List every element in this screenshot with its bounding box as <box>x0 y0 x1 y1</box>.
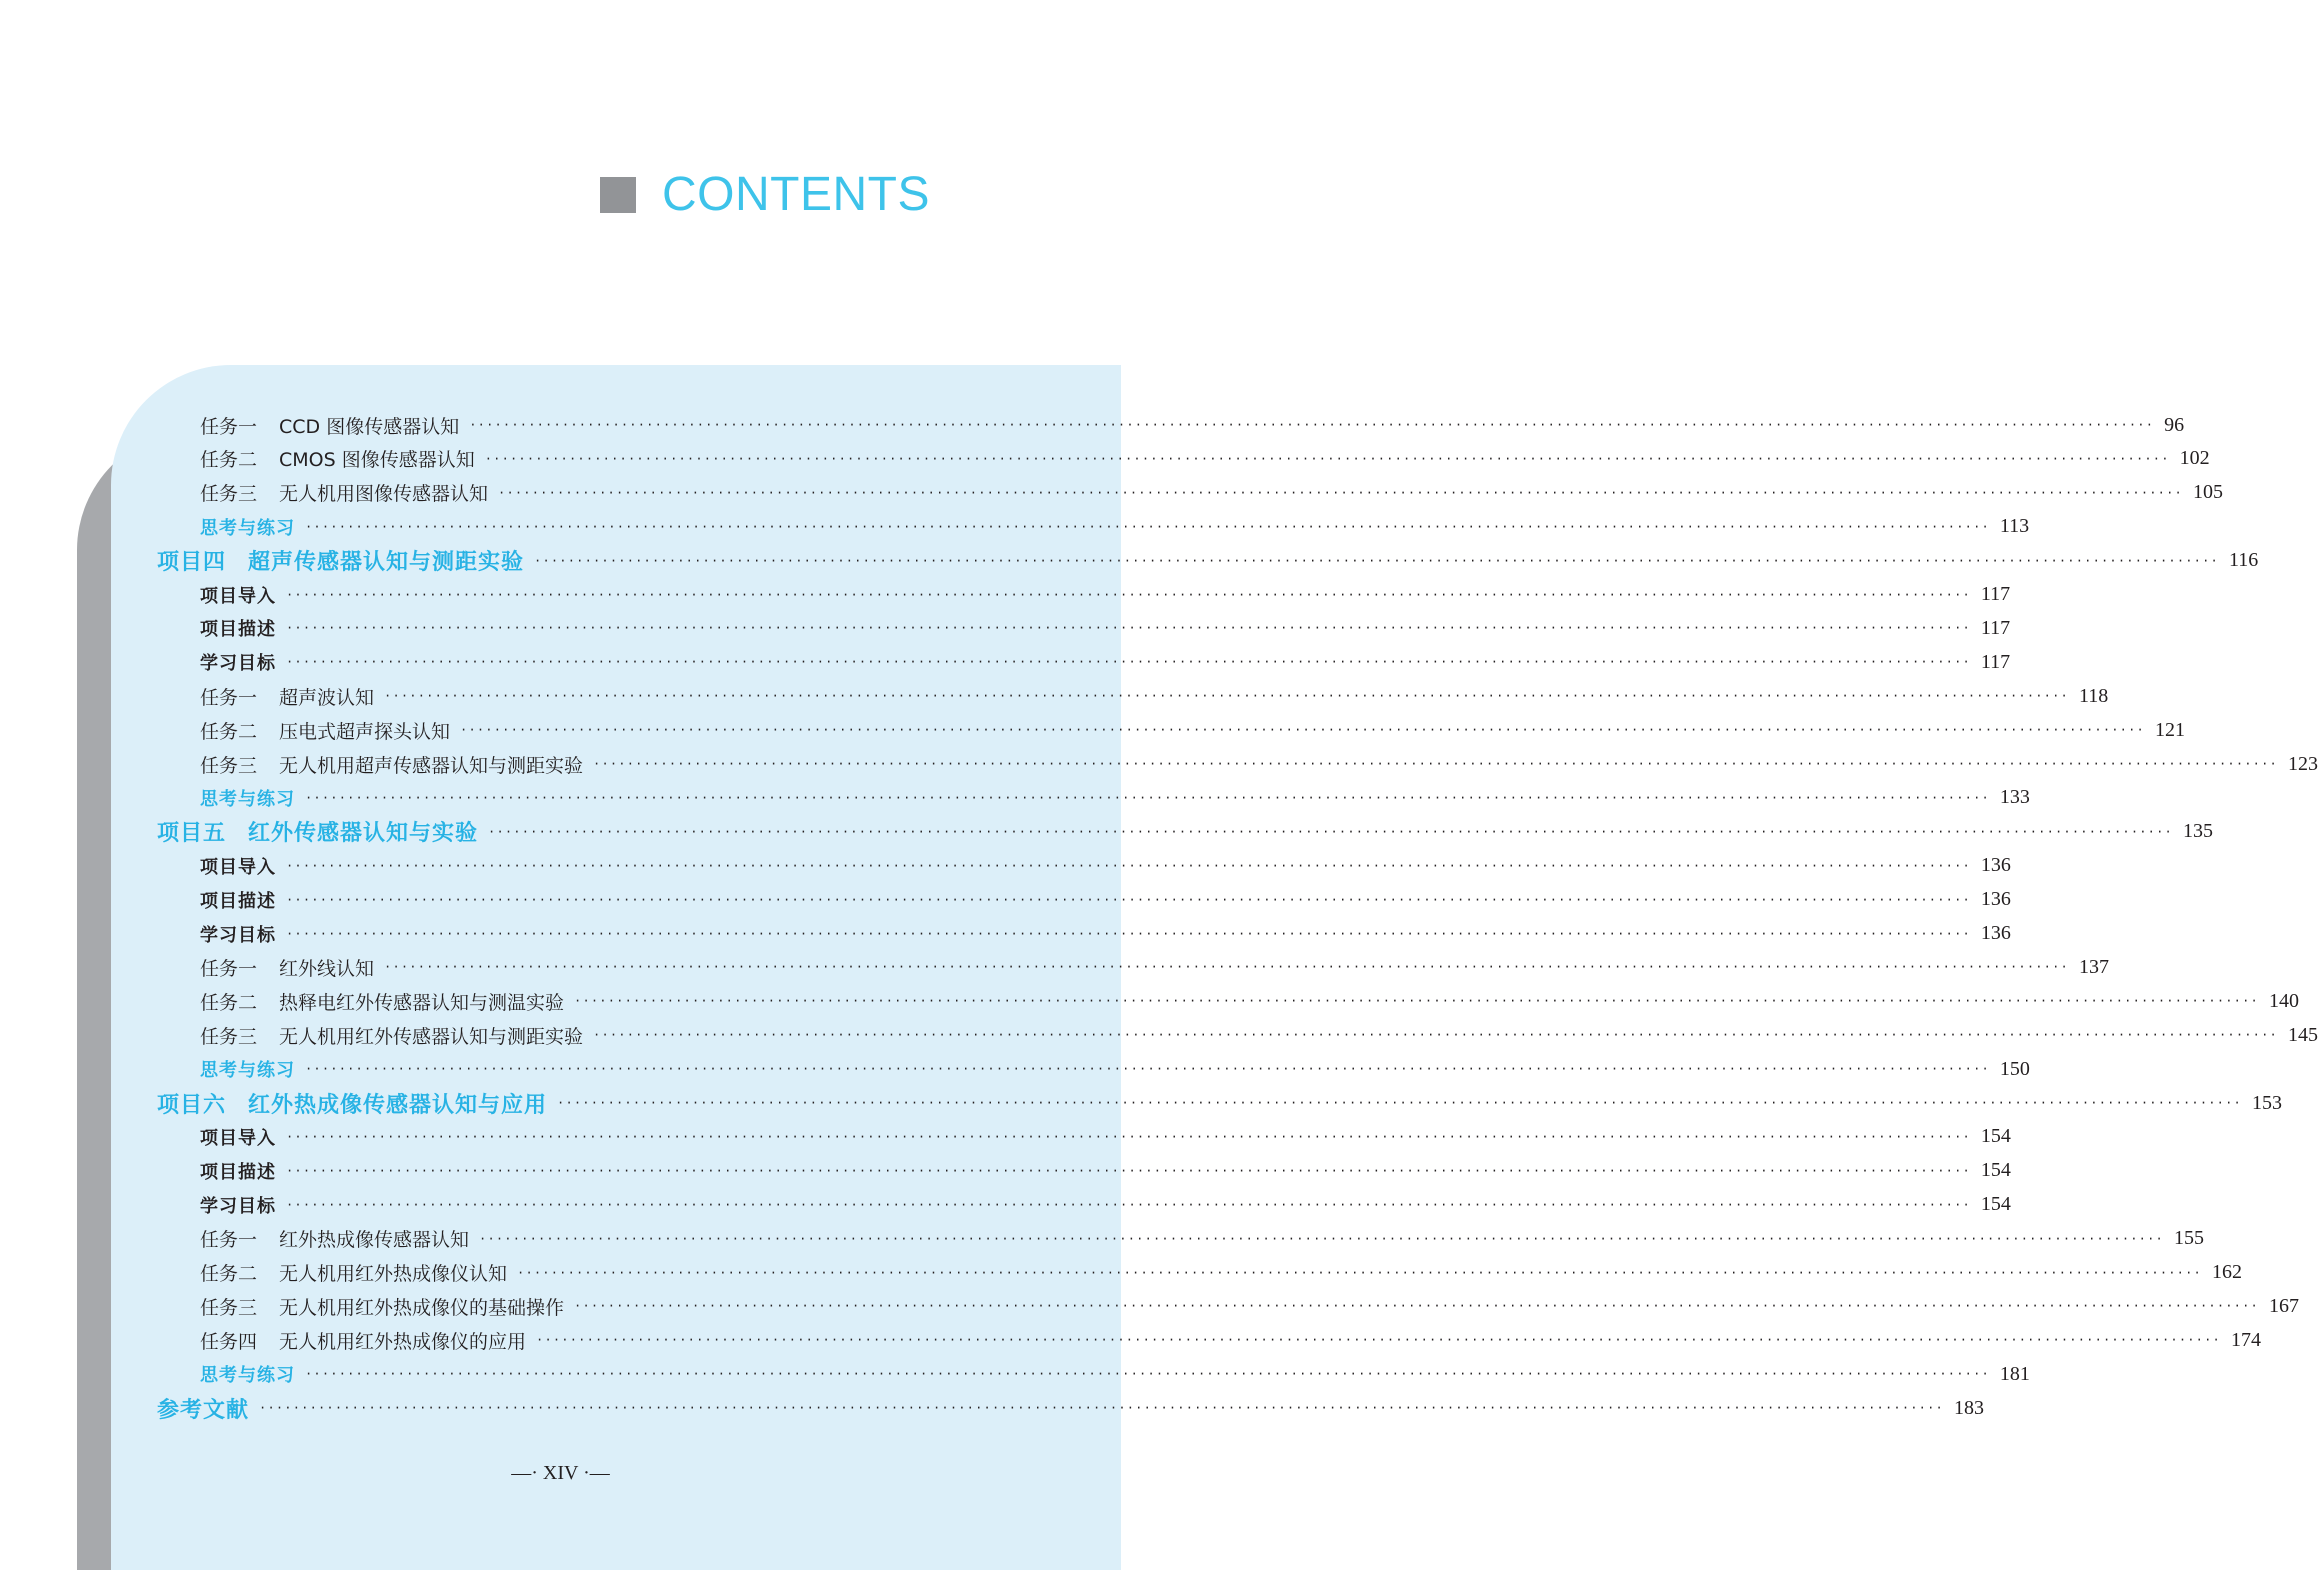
toc-entry-title <box>200 887 276 913</box>
dot-leader: ········································································································································································································ <box>286 655 1971 670</box>
dot-leader: ········································································································································································································ <box>479 1231 2164 1246</box>
toc-entry-title <box>200 1124 276 1150</box>
toc-entry-project[interactable] <box>157 817 2213 847</box>
toc-entry-title <box>200 988 564 1015</box>
toc-entry-text: 参考文献 <box>157 1397 250 1423</box>
toc-page-number: 123 <box>2287 752 2318 775</box>
dot-leader: ········································································································································································································ <box>460 723 2145 738</box>
dot-leader: ········································································································································································································ <box>286 1197 1971 1212</box>
toc-page-number: 136 <box>1980 888 2011 911</box>
toc-page-number: 153 <box>2251 1091 2282 1114</box>
toc-entry-text: CMOS 图像传感器认知 <box>279 449 475 472</box>
toc-entry-title <box>200 853 276 879</box>
toc-entry-section[interactable] <box>200 1156 2011 1186</box>
toc-page-number: 136 <box>1980 922 2011 944</box>
toc-page-number: 105 <box>2192 481 2223 504</box>
toc-entry-text: 热释电红外传感器认知与测温实验 <box>279 991 565 1014</box>
dot-leader: ········································································································································································································ <box>593 1028 2278 1043</box>
toc-entry-title <box>200 1192 276 1218</box>
dot-leader: ········································································································································································································ <box>286 858 1971 873</box>
toc-entry-text: 学习目标 <box>200 1195 276 1217</box>
dot-leader: ········································································································································································································ <box>384 960 2069 975</box>
toc-page-number: 150 <box>1999 1057 2030 1080</box>
toc-entry-text: 项目导入 <box>200 585 276 607</box>
toc-entry-title <box>200 412 459 439</box>
toc-entry-prefix: 项目五 <box>157 821 227 847</box>
toc-entry-title <box>200 954 374 981</box>
toc-entry-title <box>200 649 276 675</box>
toc-entry-prefix: 任务三 <box>200 1025 258 1048</box>
toc-page-number: 137 <box>2078 955 2109 978</box>
toc-entry-task[interactable] <box>200 952 2109 982</box>
toc-page-number: 155 <box>2173 1227 2204 1250</box>
toc-entry-text: 项目描述 <box>200 619 276 641</box>
toc-entry-section[interactable] <box>200 1190 2011 1220</box>
toc-entry-text: 无人机用超声传感器认知与测距实验 <box>279 754 584 777</box>
dot-leader: ········································································································································································································ <box>574 994 2259 1009</box>
toc-page-number: 167 <box>2268 1294 2299 1317</box>
toc-page-number: 183 <box>1953 1396 1984 1419</box>
toc-entry-section[interactable] <box>200 580 2011 610</box>
dot-leader: ········································································································································································································ <box>574 1299 2259 1314</box>
toc-entry-text: 项目导入 <box>200 856 276 878</box>
toc-entry-text: 项目导入 <box>200 1127 276 1149</box>
toc-entry-section[interactable] <box>200 613 2011 643</box>
toc-entry-text: 红外热成像传感器认知 <box>279 1229 470 1252</box>
toc-entry-title <box>200 683 374 710</box>
toc-entry-text: 无人机用红外传感器认知与测距实验 <box>279 1025 584 1048</box>
toc-entry-title <box>200 479 488 506</box>
toc-entry-section[interactable] <box>200 919 2011 949</box>
toc-entry-text: 思考与练习 <box>200 1365 295 1387</box>
dot-leader: ········································································································································································································ <box>469 418 2155 432</box>
toc-entry-text: 思考与练习 <box>200 1060 295 1082</box>
toc-entry-text: 项目描述 <box>200 1161 276 1183</box>
dot-leader: ········································································································································································································ <box>286 1163 1971 1178</box>
toc-entry-text: 思考与练习 <box>200 517 295 539</box>
toc-entry-text: 压电式超声探头认知 <box>279 720 451 743</box>
toc-entry-title <box>157 1088 547 1119</box>
dot-leader: ········································································································································································································ <box>384 689 2069 704</box>
toc-entry-title <box>200 1225 469 1252</box>
toc-page-number: 102 <box>2179 447 2210 470</box>
toc-entry-text: 超声传感器认知与测距实验 <box>248 550 525 576</box>
toc-entry-title <box>200 785 295 811</box>
toc-entry-exercise[interactable] <box>200 1359 2030 1389</box>
toc-entry-prefix: 任务三 <box>200 1296 258 1319</box>
toc-entry-prefix: 项目四 <box>157 550 227 576</box>
toc-entry-title <box>200 1327 526 1354</box>
toc-entry-title <box>200 1022 583 1049</box>
page-number: —· XIV ·— <box>511 1462 610 1484</box>
toc-entry-text: CCD 图像传感器认知 <box>279 415 460 438</box>
toc-page-number: 154 <box>1980 1193 2011 1216</box>
toc-entry-prefix: 任务二 <box>200 1263 258 1285</box>
toc-entry-prefix: 任务一 <box>200 1229 258 1252</box>
dot-leader: ········································································································································································································ <box>488 824 2173 839</box>
toc-page-number: 154 <box>1980 1125 2011 1148</box>
toc-page-number: 133 <box>1999 786 2030 809</box>
toc-entry-project[interactable] <box>157 1393 1984 1423</box>
toc-entry-text: 无人机用图像传感器认知 <box>279 483 489 506</box>
toc-entry-title <box>200 514 295 540</box>
toc-page-number: 181 <box>1999 1362 2030 1385</box>
dot-leader: ········································································································································································································ <box>593 757 2278 771</box>
dot-leader: ········································································································································································································ <box>305 790 1990 805</box>
toc-entry-text: 无人机用红外热成像仪的应用 <box>279 1330 527 1353</box>
dot-leader: ········································································································································································································ <box>534 553 2219 568</box>
toc-entry-section[interactable] <box>200 851 2011 881</box>
toc-entry-task[interactable] <box>200 444 2210 474</box>
dot-leader: ········································································································································································································ <box>305 1367 1990 1382</box>
dot-leader: ········································································································································································································ <box>517 1265 2202 1280</box>
toc-page-number: 117 <box>1980 616 2011 639</box>
toc-entry-title <box>200 615 276 641</box>
toc-entry-prefix: 任务三 <box>200 483 258 506</box>
dot-leader: ········································································································································································································ <box>286 587 1971 602</box>
toc-entry-task[interactable] <box>200 1291 2299 1321</box>
toc-entry-section[interactable] <box>200 1122 2011 1152</box>
dot-leader: ········································································································································································································ <box>286 892 1971 907</box>
toc-entry-text: 红外线认知 <box>279 957 375 980</box>
toc-entry-exercise[interactable] <box>200 512 2030 542</box>
dot-leader: ········································································································································································································ <box>484 451 2170 466</box>
toc-page-number: 118 <box>2078 684 2109 707</box>
toc-page-number: 121 <box>2154 718 2185 741</box>
toc-entry-title <box>200 717 450 744</box>
toc-entry-title <box>200 1293 564 1320</box>
dot-leader: ········································································································································································································ <box>305 1062 1990 1077</box>
toc-entry-title <box>200 1259 507 1286</box>
toc-entry-title <box>200 1158 276 1184</box>
toc-entry-task[interactable] <box>200 410 2185 440</box>
toc-entry-prefix: 项目六 <box>157 1092 227 1118</box>
toc-entry-task[interactable] <box>200 1020 2318 1050</box>
toc-page-number: 162 <box>2211 1261 2242 1283</box>
dot-leader: ········································································································································································································ <box>557 1096 2242 1110</box>
toc-page-number: 117 <box>1980 650 2011 673</box>
toc-entry-section[interactable] <box>200 885 2011 915</box>
toc-entry-task[interactable] <box>200 1258 2242 1288</box>
dot-leader: ········································································································································································································ <box>536 1333 2221 1348</box>
dot-leader: ········································································································································································································ <box>286 926 1971 941</box>
toc-entry-task[interactable] <box>200 478 2223 508</box>
toc-page-number: 136 <box>1980 854 2011 877</box>
toc-entry-project[interactable] <box>157 546 2259 576</box>
toc-entry-prefix: 任务二 <box>200 720 258 743</box>
toc-entry-title <box>200 445 475 472</box>
toc-entry-text: 红外传感器认知与实验 <box>248 821 479 847</box>
toc-entry-exercise[interactable] <box>200 783 2030 813</box>
toc-entry-project[interactable] <box>157 1088 2282 1118</box>
toc-page-number: 140 <box>2268 989 2299 1012</box>
toc-entry-text: 学习目标 <box>200 653 276 675</box>
toc-page-number: 116 <box>2228 549 2259 572</box>
toc-page-number: 96 <box>2164 413 2185 436</box>
toc-entry-prefix: 任务一 <box>200 686 258 709</box>
toc-entry-title <box>200 1056 295 1082</box>
toc-entry-text: 红外热成像传感器认知与应用 <box>248 1092 548 1118</box>
toc-entry-prefix: 任务二 <box>200 991 258 1014</box>
toc-entry-task[interactable] <box>200 749 2318 779</box>
toc-entry-text: 无人机用红外热成像仪认知 <box>279 1263 508 1285</box>
toc-entry-title <box>157 545 524 576</box>
toc-entry-text: 学习目标 <box>200 924 276 946</box>
toc-entry-section[interactable] <box>200 647 2011 677</box>
toc-entry-task[interactable] <box>200 1325 2261 1355</box>
toc-entry-task[interactable] <box>200 986 2299 1016</box>
toc-entry-prefix: 任务二 <box>200 449 258 472</box>
toc-page-number: 113 <box>1999 515 2030 538</box>
toc-entry-prefix: 任务三 <box>200 754 258 777</box>
toc-entry-task[interactable] <box>200 681 2109 711</box>
toc-page-number: 145 <box>2287 1023 2318 1046</box>
toc-entry-text: 超声波认知 <box>279 686 375 709</box>
page-title: CONTENTS <box>662 168 930 221</box>
toc-entry-prefix: 任务一 <box>200 957 258 980</box>
dot-leader: ········································································································································································································ <box>286 1129 1971 1144</box>
toc-entry-title <box>200 921 276 947</box>
toc-entry-task[interactable] <box>200 715 2185 745</box>
toc-entry-prefix: 任务四 <box>200 1330 258 1353</box>
dot-leader: ········································································································································································································ <box>259 1401 1944 1416</box>
toc-entry-title <box>200 1361 295 1387</box>
toc-entry-task[interactable] <box>200 1224 2204 1254</box>
toc-page-number: 135 <box>2182 820 2213 843</box>
toc-page-number: 117 <box>1980 583 2011 605</box>
dot-leader: ········································································································································································································ <box>305 519 1990 534</box>
toc-entry-prefix: 任务一 <box>200 415 258 438</box>
toc-entry-text: 无人机用红外热成像仪的基础操作 <box>279 1296 565 1319</box>
dot-leader: ········································································································································································································ <box>286 621 1971 636</box>
toc-entry-exercise[interactable] <box>200 1054 2030 1084</box>
toc-entry-title <box>200 751 583 778</box>
toc-entry-title <box>157 1393 249 1424</box>
toc-entry-text: 思考与练习 <box>200 788 295 810</box>
toc-entry-title <box>157 816 478 847</box>
toc-page-number: 154 <box>1980 1159 2011 1182</box>
dot-leader: ········································································································································································································ <box>498 485 2183 500</box>
toc-entry-text: 项目描述 <box>200 890 276 912</box>
toc-page-number: 174 <box>2230 1328 2261 1351</box>
toc-entry-title <box>200 582 276 608</box>
